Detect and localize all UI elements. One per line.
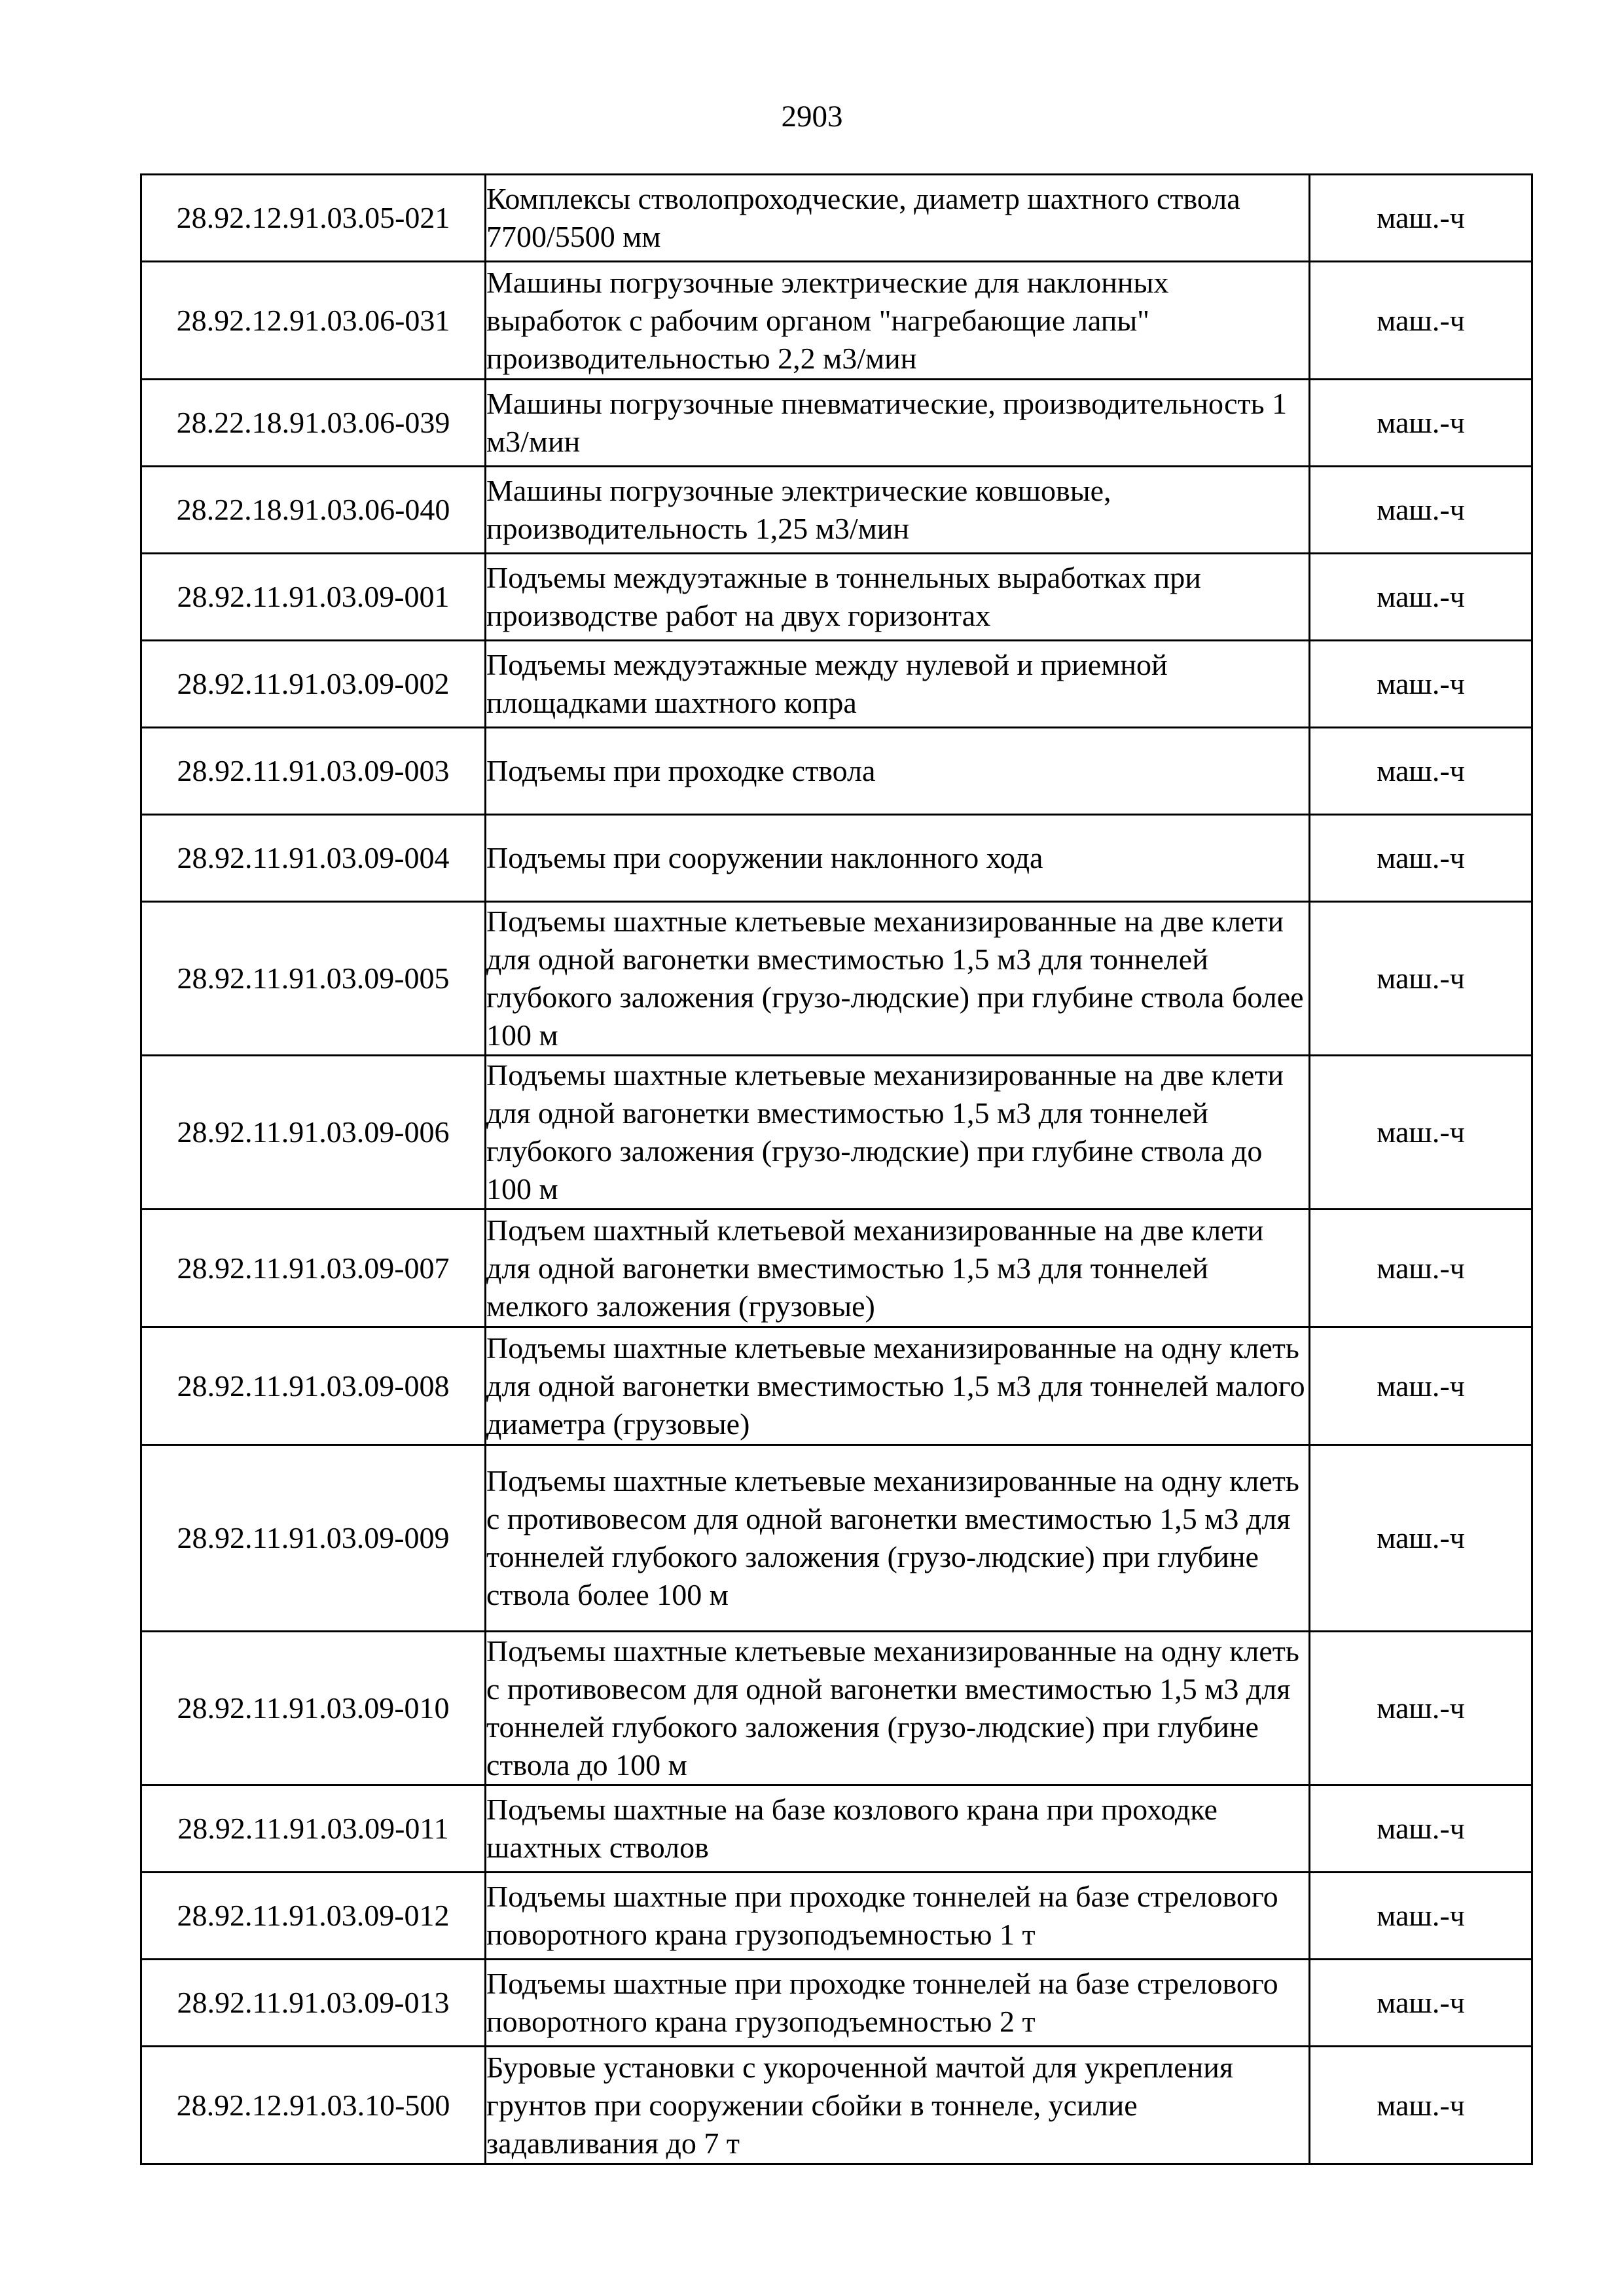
resource-description: Машины погрузочные электрические для наклонных выработок с рабочим органом "нагребающие лапы" производительностью 2,2 м3/мин <box>486 262 1310 380</box>
resource-description: Подъемы шахтные клетьевые механизированные на две клети для одной вагонетки вместимостью 1,5 м3 для тоннелей глубокого заложения (грузо-людские) при глубине ствола более 100 м <box>486 902 1310 1056</box>
resource-description: Подъемы междуэтажные между нулевой и приемной площадками шахтного копра <box>486 641 1310 728</box>
table-row <box>141 1960 1532 2047</box>
resource-code: 28.92.12.91.03.05-021 <box>141 175 486 262</box>
table-row <box>141 1632 1532 1785</box>
page-number: 2903 <box>781 99 843 134</box>
table-row <box>141 2047 1532 2164</box>
resource-description: Подъемы шахтные клетьевые механизированные на одну клеть с противовесом для одной вагонетки вместимостью 1,5 м3 для тоннелей глубокого заложения (грузо-людские) при глубине ствола до 100 м <box>486 1632 1310 1785</box>
resource-description: Подъемы шахтные клетьевые механизированные на две клети для одной вагонетки вместимостью 1,5 м3 для тоннелей глубокого заложения (грузо-людские) при глубине ствола до 100 м <box>486 1056 1310 1210</box>
resource-code: 28.92.11.91.03.09-012 <box>141 1873 486 1960</box>
resource-code: 28.92.11.91.03.09-009 <box>141 1445 486 1632</box>
resource-description: Подъемы шахтные при проходке тоннелей на базе стрелового поворотного крана грузоподъемностью 2 т <box>486 1960 1310 2047</box>
resource-unit: маш.-ч <box>1310 2047 1532 2164</box>
resource-code: 28.92.12.91.03.06-031 <box>141 262 486 380</box>
resource-unit: маш.-ч <box>1310 815 1532 902</box>
resource-unit: маш.-ч <box>1310 1632 1532 1785</box>
table-row <box>141 902 1532 1056</box>
table-row <box>141 175 1532 262</box>
resource-code: 28.92.11.91.03.09-002 <box>141 641 486 728</box>
resource-unit: маш.-ч <box>1310 1445 1532 1632</box>
resource-code: 28.22.18.91.03.06-039 <box>141 380 486 467</box>
resource-code: 28.22.18.91.03.06-040 <box>141 467 486 554</box>
resource-unit: маш.-ч <box>1310 1873 1532 1960</box>
table-row <box>141 380 1532 467</box>
resource-unit: маш.-ч <box>1310 1960 1532 2047</box>
resource-code: 28.92.11.91.03.09-005 <box>141 902 486 1056</box>
table-row <box>141 1873 1532 1960</box>
resource-unit: маш.-ч <box>1310 641 1532 728</box>
resource-description: Подъемы шахтные клетьевые механизированные на одну клеть для одной вагонетки вместимостью 1,5 м3 для тоннелей малого диаметра (грузовые) <box>486 1327 1310 1445</box>
resource-code: 28.92.11.91.03.09-006 <box>141 1056 486 1210</box>
resource-unit: маш.-ч <box>1310 467 1532 554</box>
resource-code: 28.92.12.91.03.10-500 <box>141 2047 486 2164</box>
resource-description: Подъемы шахтные клетьевые механизированные на одну клеть с противовесом для одной вагонетки вместимостью 1,5 м3 для тоннелей глубокого заложения (грузо-людские) при глубине ствола более 100 м <box>486 1445 1310 1632</box>
resource-code: 28.92.11.91.03.09-001 <box>141 554 486 641</box>
resource-code: 28.92.11.91.03.09-011 <box>141 1785 486 1873</box>
table-row <box>141 1056 1532 1210</box>
resource-table-body <box>141 175 1532 2164</box>
table-row <box>141 728 1532 815</box>
resource-table <box>140 173 1533 2165</box>
resource-description: Подъемы междуэтажные в тоннельных выработках при производстве работ на двух горизонтах <box>486 554 1310 641</box>
resource-unit: маш.-ч <box>1310 1327 1532 1445</box>
resource-unit: маш.-ч <box>1310 1210 1532 1327</box>
resource-description: Подъем шахтный клетьевой механизированные на две клети для одной вагонетки вместимостью 1,5 м3 для тоннелей мелкого заложения (грузовые) <box>486 1210 1310 1327</box>
table-row <box>141 815 1532 902</box>
table-row <box>141 1327 1532 1445</box>
resource-unit: маш.-ч <box>1310 1056 1532 1210</box>
resource-description: Машины погрузочные пневматические, производительность 1 м3/мин <box>486 380 1310 467</box>
resource-description: Буровые установки с укороченной мачтой для укрепления грунтов при сооружении сбойки в тоннеле, усилие задавливания до 7 т <box>486 2047 1310 2164</box>
resource-code: 28.92.11.91.03.09-008 <box>141 1327 486 1445</box>
table-row <box>141 1445 1532 1632</box>
table-row <box>141 641 1532 728</box>
resource-description: Подъемы шахтные при проходке тоннелей на базе стрелового поворотного крана грузоподъемностью 1 т <box>486 1873 1310 1960</box>
resource-code: 28.92.11.91.03.09-003 <box>141 728 486 815</box>
table-row <box>141 467 1532 554</box>
resource-code: 28.92.11.91.03.09-013 <box>141 1960 486 2047</box>
resource-code: 28.92.11.91.03.09-010 <box>141 1632 486 1785</box>
table-row <box>141 1210 1532 1327</box>
resource-unit: маш.-ч <box>1310 902 1532 1056</box>
resource-description: Подъемы при сооружении наклонного хода <box>486 815 1310 902</box>
resource-description: Комплексы стволопроходческие, диаметр шахтного ствола 7700/5500 мм <box>486 175 1310 262</box>
resource-unit: маш.-ч <box>1310 175 1532 262</box>
resource-description: Подъемы при проходке ствола <box>486 728 1310 815</box>
table-row <box>141 1785 1532 1873</box>
resource-description: Подъемы шахтные на базе козлового крана при проходке шахтных стволов <box>486 1785 1310 1873</box>
resource-code: 28.92.11.91.03.09-007 <box>141 1210 486 1327</box>
resource-unit: маш.-ч <box>1310 1785 1532 1873</box>
resource-unit: маш.-ч <box>1310 262 1532 380</box>
resource-unit: маш.-ч <box>1310 554 1532 641</box>
resource-code: 28.92.11.91.03.09-004 <box>141 815 486 902</box>
resource-unit: маш.-ч <box>1310 728 1532 815</box>
resource-description: Машины погрузочные электрические ковшовые, производительность 1,25 м3/мин <box>486 467 1310 554</box>
table-row <box>141 554 1532 641</box>
resource-unit: маш.-ч <box>1310 380 1532 467</box>
table-row <box>141 262 1532 380</box>
